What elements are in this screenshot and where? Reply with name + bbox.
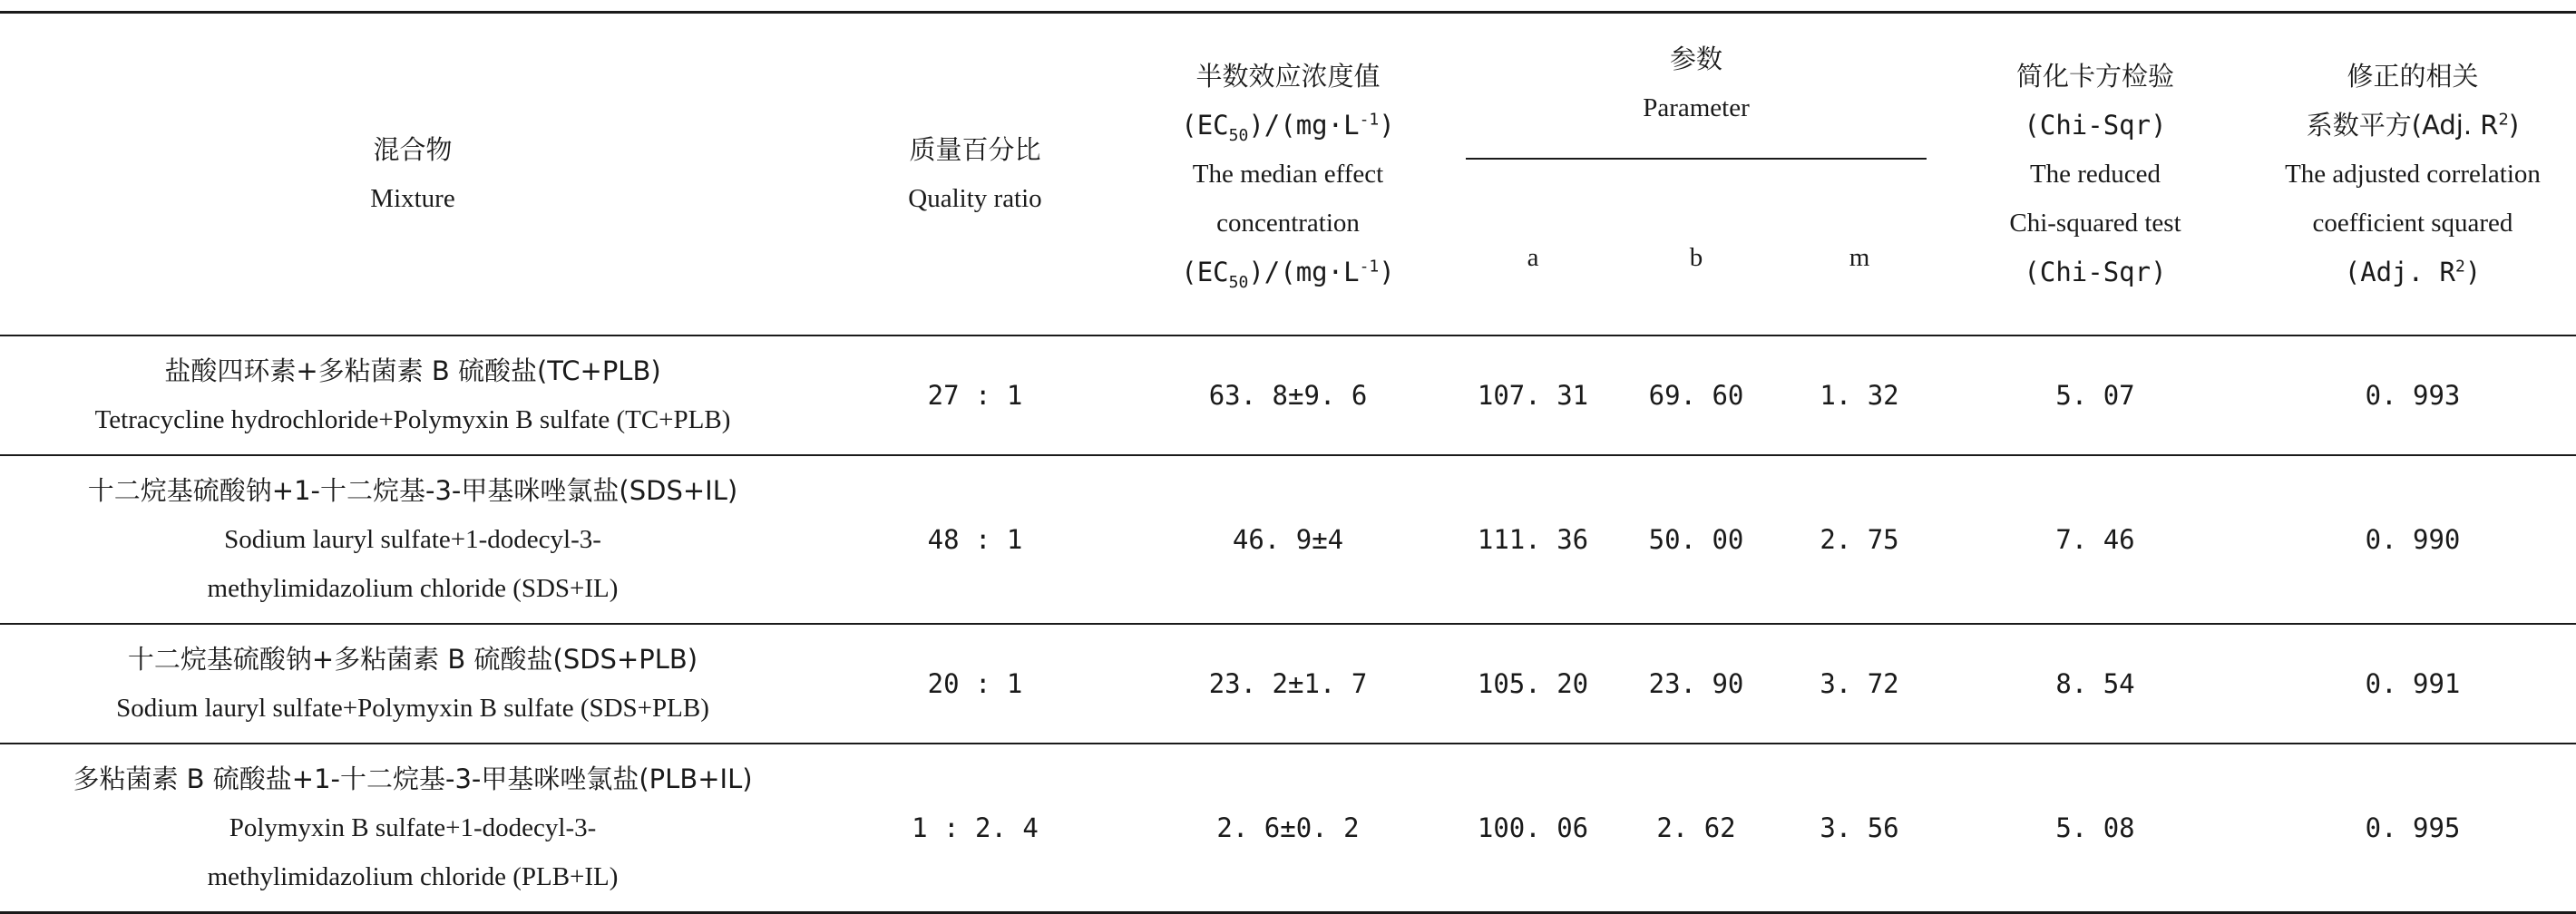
parameter-group-rule <box>1466 158 1927 160</box>
header-chi-abbr-2: (Chi-Sqr) <box>2024 257 2167 287</box>
cell-mixture: 多粘菌素 B 硫酸盐+1-十二烷基-3-甲基咪唑氯盐(PLB+IL) Polymyxin B sulfate+1-dodecyl-3- methylimidazolium chloride (PLB+IL) <box>0 744 825 913</box>
cell-m: 3. 56 <box>1778 744 1941 913</box>
header-r2-en-2: coefficient squared <box>2312 209 2513 238</box>
cell-chi: 5. 07 <box>1941 335 2249 455</box>
header-param-a: a <box>1451 180 1615 335</box>
cell-a: 107. 31 <box>1451 335 1615 455</box>
cell-chi: 5. 08 <box>1941 744 2249 913</box>
header-chi-abbr: (Chi-Sqr) <box>2024 110 2167 141</box>
header-parameter-en: Parameter <box>1643 93 1750 122</box>
cell-r2: 0. 991 <box>2249 624 2576 744</box>
cell-mixture: 十二烷基硫酸钠+1-十二烷基-3-甲基咪唑氯盐(SDS+IL) Sodium lauryl sulfate+1-dodecyl-3- methylimidazolium chloride (SDS+IL) <box>0 455 825 624</box>
cell-ratio: 48 : 1 <box>825 455 1125 624</box>
cell-r2: 0. 995 <box>2249 744 2576 913</box>
header-parameter-zh: 参数 <box>1669 44 1722 74</box>
cell-a: 105. 20 <box>1451 624 1615 744</box>
cell-a: 111. 36 <box>1451 455 1615 624</box>
header-r2-en-1: The adjusted correlation <box>2285 160 2541 189</box>
header-mixture-en: Mixture <box>370 184 455 213</box>
mixture-toxicity-table <box>0 11 2576 914</box>
table-row <box>0 744 2576 913</box>
cell-chi: 8. 54 <box>1941 624 2249 744</box>
cell-ec50: 23. 2±1. 7 <box>1125 624 1451 744</box>
header-ec50-en-2: concentration <box>1216 209 1360 238</box>
header-chi-en-2: Chi-squared test <box>2009 209 2181 238</box>
header-param-b: b <box>1615 180 1778 335</box>
header-ec50-unit-2: $(EC_{50})/(mg\cdot L^{-1})$ <box>1181 257 1395 292</box>
cell-m: 2. 75 <box>1778 455 1941 624</box>
cell-a: 100. 06 <box>1451 744 1615 913</box>
cell-r2: 0. 993 <box>2249 335 2576 455</box>
cell-ec50: 46. 9±4 <box>1125 455 1451 624</box>
cell-chi: 7. 46 <box>1941 455 2249 624</box>
cell-b: 50. 00 <box>1615 455 1778 624</box>
cell-b: 23. 90 <box>1615 624 1778 744</box>
header-ec50-unit: $(EC_{50})/(mg\cdot L^{-1})$ <box>1181 110 1395 145</box>
header-ec50 <box>1125 13 1451 336</box>
header-chi-en-1: The reduced <box>2029 160 2161 189</box>
cell-mixture: 十二烷基硫酸钠+多粘菌素 B 硫酸盐(SDS+PLB) Sodium lauryl sulfate+Polymyxin B sulfate (SDS+PLB) <box>0 624 825 744</box>
header-ec50-zh: 半数效应浓度值 <box>1195 61 1381 92</box>
table-row <box>0 335 2576 455</box>
header-param-m: m <box>1778 180 1941 335</box>
header-r2-abbr: (Adj. $R^2$) <box>2344 257 2482 287</box>
cell-ratio: 27 : 1 <box>825 335 1125 455</box>
cell-ratio: 20 : 1 <box>825 624 1125 744</box>
header-ec50-en-1: The median effect <box>1192 160 1384 189</box>
cell-mixture: 盐酸四环素+多粘菌素 B 硫酸盐(TC+PLB) Tetracycline hydrochloride+Polymyxin B sulfate (TC+PLB) <box>0 335 825 455</box>
header-r2 <box>2249 13 2576 336</box>
header-chi <box>1941 13 2249 336</box>
cell-ec50: 2. 6±0. 2 <box>1125 744 1451 913</box>
header-r2-zh-2: 系数平方(Adj. $R^2$) <box>2306 110 2520 141</box>
cell-ratio: 1 : 2. 4 <box>825 744 1125 913</box>
cell-b: 2. 62 <box>1615 744 1778 913</box>
header-ratio <box>825 13 1125 336</box>
header-r2-zh-1: 修正的相关 <box>2347 61 2479 92</box>
cell-b: 69. 60 <box>1615 335 1778 455</box>
header-mixture <box>0 13 825 336</box>
header-mixture-zh: 混合物 <box>373 134 453 165</box>
table-row <box>0 624 2576 744</box>
header-parameter-group <box>1451 13 1941 181</box>
header-ratio-en: Quality ratio <box>908 184 1042 213</box>
table-body <box>0 335 2576 913</box>
header-ratio-zh: 质量百分比 <box>909 134 1041 165</box>
header-chi-zh: 简化卡方检验 <box>2015 61 2174 92</box>
table-header <box>0 13 2576 336</box>
cell-ec50: 63. 8±9. 6 <box>1125 335 1451 455</box>
cell-m: 3. 72 <box>1778 624 1941 744</box>
table-row <box>0 455 2576 624</box>
cell-r2: 0. 990 <box>2249 455 2576 624</box>
cell-m: 1. 32 <box>1778 335 1941 455</box>
